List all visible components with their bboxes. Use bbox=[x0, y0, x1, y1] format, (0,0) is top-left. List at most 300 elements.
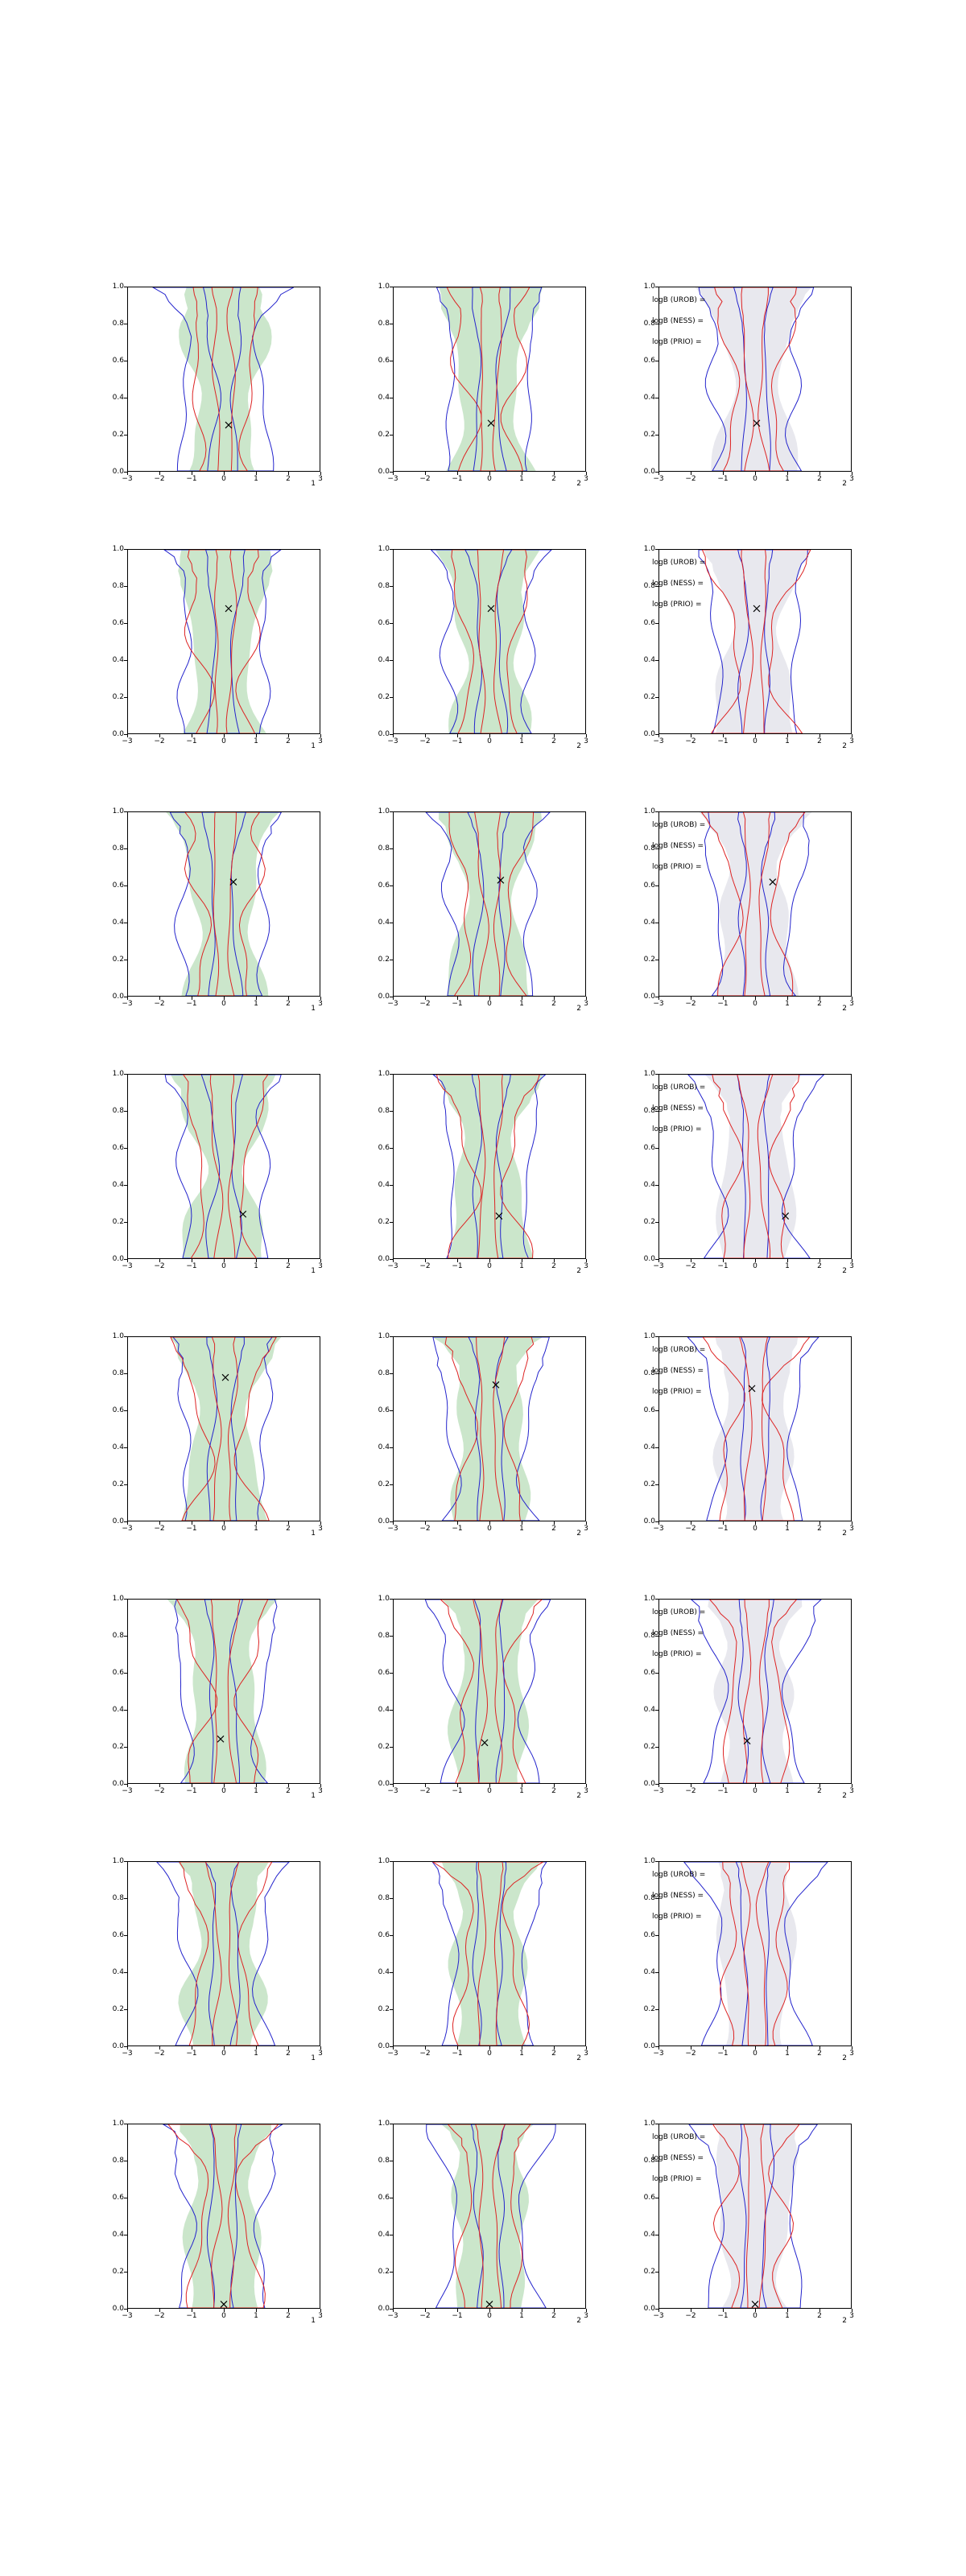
prio-filled-region bbox=[708, 1600, 802, 1783]
y-tick-label: 0.4 bbox=[643, 2231, 655, 2239]
y-tick-label: 0.8 bbox=[643, 582, 655, 590]
x-tick-label: 3 bbox=[849, 1525, 854, 1533]
x-tick-label: −2 bbox=[154, 1262, 165, 1270]
x-tick-label: 2 bbox=[286, 1262, 291, 1270]
x-tick-mark bbox=[489, 2046, 490, 2050]
y-tick-label: 1.0 bbox=[378, 283, 390, 291]
x-tick-label: −1 bbox=[452, 2312, 463, 2320]
x-tick-mark bbox=[393, 734, 394, 737]
subplot-panel[interactable] bbox=[354, 807, 596, 1024]
x-tick-label: 2 bbox=[286, 2050, 291, 2058]
legend-entry: logB (NESS) = bbox=[652, 2154, 704, 2162]
y-tick-mark bbox=[124, 660, 127, 661]
prio-filled-region bbox=[436, 550, 540, 733]
x-tick-mark bbox=[288, 2309, 289, 2312]
x-tick-label: 3 bbox=[584, 1262, 588, 1270]
x-tick-label: 1 bbox=[254, 1787, 258, 1795]
x-tick-label: 3 bbox=[318, 1262, 323, 1270]
x-tick-mark bbox=[457, 734, 458, 737]
x-tick-label: 3 bbox=[318, 1787, 323, 1795]
x-tick-label: 0 bbox=[753, 1262, 758, 1270]
y-tick-label: 0.8 bbox=[643, 1894, 655, 1902]
subplot-panel[interactable] bbox=[354, 1594, 596, 1811]
y-tick-label: 0.0 bbox=[643, 730, 655, 738]
x-tick-mark bbox=[723, 997, 724, 1000]
y-tick-label: 0.2 bbox=[112, 956, 124, 964]
y-tick-label: 0.2 bbox=[378, 956, 390, 964]
x-tick-mark bbox=[457, 1259, 458, 1262]
x-tick-mark bbox=[457, 997, 458, 1000]
x-tick-label: −1 bbox=[452, 475, 463, 483]
x-tick-label: 0 bbox=[221, 1525, 226, 1533]
plot-axes bbox=[127, 811, 320, 997]
x-tick-mark bbox=[554, 997, 555, 1000]
y-tick-label: 0.4 bbox=[378, 656, 390, 664]
subplot-row bbox=[89, 1594, 894, 1856]
x-tick-mark bbox=[554, 734, 555, 737]
x-tick-mark bbox=[755, 1784, 756, 1787]
x-tick-label: 2 bbox=[817, 1262, 822, 1270]
subplot-row bbox=[89, 1069, 894, 1331]
x-tick-label: 1 bbox=[254, 1525, 258, 1533]
y-tick-label: 1.0 bbox=[112, 2120, 124, 2128]
y-tick-label: 0.0 bbox=[112, 993, 124, 1001]
x-tick-mark bbox=[723, 2046, 724, 2050]
x-tick-label: 1 bbox=[254, 737, 258, 745]
x-tick-mark bbox=[819, 1521, 820, 1525]
x-tick-label: 2 bbox=[551, 1000, 556, 1008]
x-tick-mark bbox=[159, 997, 160, 1000]
y-tick-label: 0.0 bbox=[643, 1517, 655, 1525]
x-tick-mark bbox=[256, 1784, 257, 1787]
panel-corner-label: 2 bbox=[842, 1530, 847, 1538]
subplot-panel[interactable] bbox=[354, 1856, 596, 2074]
x-tick-label: 1 bbox=[785, 1262, 790, 1270]
y-tick-label: 0.6 bbox=[112, 881, 124, 890]
y-tick-mark bbox=[124, 2009, 127, 2010]
panel-corner-label: 1 bbox=[311, 1530, 316, 1538]
x-tick-mark bbox=[489, 2309, 490, 2312]
y-tick-mark bbox=[124, 811, 127, 812]
y-tick-mark bbox=[655, 1447, 658, 1448]
y-tick-label: 0.8 bbox=[112, 320, 124, 328]
y-tick-label: 0.0 bbox=[643, 468, 655, 476]
subplot-panel[interactable] bbox=[354, 1331, 596, 1549]
x-tick-label: 3 bbox=[849, 1787, 854, 1795]
panel-corner-label: 1 bbox=[311, 2054, 316, 2062]
x-tick-label: 1 bbox=[519, 1525, 524, 1533]
x-tick-mark bbox=[489, 1259, 490, 1262]
x-tick-mark bbox=[554, 1521, 555, 1525]
y-tick-label: 0.0 bbox=[378, 1517, 390, 1525]
x-tick-mark bbox=[723, 1521, 724, 1525]
subplot-panel[interactable] bbox=[354, 1069, 596, 1286]
panel-corner-label: 2 bbox=[576, 1005, 581, 1013]
y-tick-label: 0.8 bbox=[643, 1632, 655, 1640]
x-tick-mark bbox=[586, 1521, 587, 1525]
x-tick-mark bbox=[723, 2309, 724, 2312]
x-tick-mark bbox=[127, 734, 128, 737]
y-tick-mark bbox=[655, 1710, 658, 1711]
x-tick-label: 0 bbox=[221, 475, 226, 483]
y-tick-mark bbox=[390, 1935, 393, 1936]
subplot-row bbox=[89, 544, 894, 807]
plot-axes bbox=[127, 1074, 320, 1259]
y-tick-label: 0.2 bbox=[378, 693, 390, 701]
subplot-row bbox=[89, 1331, 894, 1594]
x-tick-label: −2 bbox=[419, 1787, 431, 1795]
y-tick-mark bbox=[655, 435, 658, 436]
x-tick-mark bbox=[457, 1784, 458, 1787]
x-tick-label: −1 bbox=[186, 2050, 197, 2058]
y-tick-label: 1.0 bbox=[643, 283, 655, 291]
x-tick-mark bbox=[586, 472, 587, 475]
x-tick-mark bbox=[320, 1784, 321, 1787]
x-tick-label: −1 bbox=[717, 2050, 729, 2058]
panel-corner-label: 2 bbox=[842, 2054, 847, 2062]
x-tick-mark bbox=[127, 1259, 128, 1262]
y-tick-label: 0.4 bbox=[378, 1706, 390, 1714]
x-tick-mark bbox=[787, 1784, 788, 1787]
y-tick-mark bbox=[655, 1336, 658, 1337]
x-tick-mark bbox=[457, 1521, 458, 1525]
x-tick-label: 0 bbox=[221, 2312, 226, 2320]
x-tick-label: −1 bbox=[452, 1262, 463, 1270]
x-tick-label: 0 bbox=[221, 1262, 226, 1270]
panel-corner-label: 1 bbox=[311, 1792, 316, 1800]
x-tick-label: 3 bbox=[584, 475, 588, 483]
panel-corner-label: 2 bbox=[842, 742, 847, 750]
panel-corner-label: 2 bbox=[842, 1792, 847, 1800]
x-tick-label: −2 bbox=[419, 475, 431, 483]
y-tick-label: 0.0 bbox=[643, 2042, 655, 2050]
y-tick-label: 0.0 bbox=[643, 1780, 655, 1788]
panel-corner-label: 2 bbox=[842, 1267, 847, 1275]
plot-axes bbox=[393, 1861, 586, 2046]
x-tick-label: 3 bbox=[849, 475, 854, 483]
y-tick-label: 0.4 bbox=[643, 656, 655, 664]
y-tick-label: 0.0 bbox=[643, 993, 655, 1001]
subplot-panel[interactable] bbox=[89, 544, 330, 762]
y-tick-label: 0.6 bbox=[378, 1144, 390, 1152]
prio-filled-region bbox=[705, 1075, 802, 1258]
y-tick-label: 0.8 bbox=[112, 1107, 124, 1115]
y-tick-mark bbox=[124, 697, 127, 698]
x-tick-label: 0 bbox=[221, 1000, 226, 1008]
plot-axes bbox=[127, 1861, 320, 2046]
x-tick-mark bbox=[489, 1784, 490, 1787]
subplot-panel[interactable] bbox=[89, 282, 330, 499]
y-tick-mark bbox=[390, 697, 393, 698]
x-tick-label: −2 bbox=[685, 475, 696, 483]
y-tick-mark bbox=[390, 1222, 393, 1223]
x-tick-mark bbox=[554, 2046, 555, 2050]
x-tick-label: −2 bbox=[154, 737, 165, 745]
y-tick-label: 0.6 bbox=[112, 357, 124, 365]
y-tick-mark bbox=[390, 1484, 393, 1485]
y-tick-label: 1.0 bbox=[643, 545, 655, 553]
x-tick-label: 1 bbox=[254, 2312, 258, 2320]
x-tick-label: 2 bbox=[286, 1525, 291, 1533]
x-tick-label: 3 bbox=[318, 2050, 323, 2058]
x-tick-label: 0 bbox=[753, 475, 758, 483]
x-tick-mark bbox=[320, 2046, 321, 2050]
panel-corner-label: 2 bbox=[576, 2317, 581, 2325]
y-tick-label: 0.0 bbox=[378, 1255, 390, 1263]
y-tick-label: 1.0 bbox=[643, 1857, 655, 1865]
x-tick-mark bbox=[425, 1259, 426, 1262]
x-tick-label: 2 bbox=[551, 737, 556, 745]
legend bbox=[652, 552, 705, 615]
y-tick-label: 0.2 bbox=[643, 431, 655, 439]
y-tick-mark bbox=[390, 1074, 393, 1075]
x-tick-mark bbox=[755, 1521, 756, 1525]
legend-entry: logB (PRIO) = bbox=[652, 1125, 702, 1133]
legend-entry: logB (NESS) = bbox=[652, 1367, 704, 1375]
x-tick-mark bbox=[159, 1784, 160, 1787]
subplot-panel[interactable] bbox=[354, 2119, 596, 2336]
x-tick-label: −2 bbox=[685, 1262, 696, 1270]
legend-entry: logB (NESS) = bbox=[652, 1629, 704, 1637]
y-tick-label: 1.0 bbox=[643, 1332, 655, 1340]
x-tick-label: 2 bbox=[817, 737, 822, 745]
x-tick-label: −3 bbox=[653, 737, 664, 745]
y-tick-label: 0.6 bbox=[378, 619, 390, 627]
legend-entry: logB (NESS) = bbox=[652, 842, 704, 850]
x-tick-mark bbox=[586, 1784, 587, 1787]
y-tick-mark bbox=[390, 1410, 393, 1411]
x-tick-mark bbox=[159, 1521, 160, 1525]
x-tick-mark bbox=[787, 2309, 788, 2312]
x-tick-mark bbox=[787, 734, 788, 737]
y-tick-mark bbox=[655, 811, 658, 812]
x-tick-mark bbox=[224, 734, 225, 737]
x-tick-label: 3 bbox=[318, 475, 323, 483]
y-tick-label: 0.6 bbox=[643, 1669, 655, 1677]
plot-axes bbox=[393, 1336, 586, 1521]
y-tick-label: 0.2 bbox=[378, 2005, 390, 2013]
y-tick-label: 0.6 bbox=[378, 881, 390, 890]
x-tick-label: −1 bbox=[186, 737, 197, 745]
x-tick-label: −3 bbox=[653, 1000, 664, 1008]
x-tick-mark bbox=[288, 2046, 289, 2050]
x-tick-label: 0 bbox=[487, 2312, 492, 2320]
y-tick-label: 0.8 bbox=[112, 1632, 124, 1640]
panel-corner-label: 2 bbox=[842, 1005, 847, 1013]
x-tick-label: −1 bbox=[452, 1787, 463, 1795]
x-tick-label: −3 bbox=[653, 2050, 664, 2058]
x-tick-label: 3 bbox=[849, 2312, 854, 2320]
x-tick-label: −3 bbox=[387, 1262, 398, 1270]
y-tick-mark bbox=[655, 1148, 658, 1149]
y-tick-label: 0.4 bbox=[643, 394, 655, 402]
legend-entry: logB (UROB) = bbox=[652, 1608, 706, 1616]
y-tick-label: 0.4 bbox=[378, 394, 390, 402]
x-tick-label: 1 bbox=[785, 1000, 790, 1008]
y-tick-mark bbox=[655, 549, 658, 550]
prio-filled-region bbox=[700, 812, 812, 996]
y-tick-label: 0.4 bbox=[378, 1181, 390, 1189]
x-tick-label: 0 bbox=[487, 475, 492, 483]
x-tick-label: 0 bbox=[487, 737, 492, 745]
y-tick-mark bbox=[390, 848, 393, 849]
x-tick-mark bbox=[159, 472, 160, 475]
subplot-panel[interactable] bbox=[354, 544, 596, 762]
x-tick-label: 3 bbox=[849, 737, 854, 745]
y-tick-label: 0.6 bbox=[643, 1931, 655, 1939]
x-tick-label: −3 bbox=[387, 1000, 398, 1008]
y-tick-mark bbox=[124, 1111, 127, 1112]
prio-filled-region bbox=[442, 1600, 538, 1783]
x-tick-mark bbox=[159, 2309, 160, 2312]
x-tick-mark bbox=[425, 2046, 426, 2050]
legend-entry: logB (PRIO) = bbox=[652, 1913, 702, 1921]
y-tick-label: 0.2 bbox=[378, 1743, 390, 1751]
y-tick-label: 0.8 bbox=[112, 2157, 124, 2165]
x-tick-mark bbox=[393, 1259, 394, 1262]
subplot-panel[interactable] bbox=[354, 282, 596, 499]
x-tick-label: 1 bbox=[519, 1787, 524, 1795]
y-tick-mark bbox=[390, 2009, 393, 2010]
x-tick-mark bbox=[755, 2046, 756, 2050]
x-tick-label: 1 bbox=[785, 1787, 790, 1795]
x-tick-label: −1 bbox=[717, 1787, 729, 1795]
y-tick-mark bbox=[655, 623, 658, 624]
x-tick-mark bbox=[288, 734, 289, 737]
prio-filled-region bbox=[716, 1862, 797, 2046]
y-tick-label: 0.8 bbox=[378, 2157, 390, 2165]
y-tick-label: 1.0 bbox=[378, 1070, 390, 1078]
plot-axes bbox=[393, 811, 586, 997]
y-tick-label: 0.8 bbox=[112, 1894, 124, 1902]
x-tick-mark bbox=[819, 2046, 820, 2050]
subplot-panel[interactable] bbox=[89, 807, 330, 1024]
x-tick-label: 0 bbox=[487, 1262, 492, 1270]
y-tick-mark bbox=[124, 1185, 127, 1186]
y-tick-label: 0.6 bbox=[112, 619, 124, 627]
y-tick-label: 0.8 bbox=[112, 844, 124, 852]
y-tick-mark bbox=[124, 1747, 127, 1748]
x-tick-label: 2 bbox=[817, 2312, 822, 2320]
x-tick-mark bbox=[393, 472, 394, 475]
subplot-row bbox=[89, 1856, 894, 2119]
prio-filled-region bbox=[439, 812, 542, 996]
y-tick-label: 0.6 bbox=[378, 1406, 390, 1414]
x-tick-label: −2 bbox=[685, 2312, 696, 2320]
x-tick-mark bbox=[127, 1784, 128, 1787]
legend bbox=[652, 1602, 705, 1665]
x-tick-label: 1 bbox=[785, 2312, 790, 2320]
y-tick-label: 1.0 bbox=[112, 1070, 124, 1078]
y-tick-mark bbox=[124, 549, 127, 550]
y-tick-label: 0.2 bbox=[643, 693, 655, 701]
prio-filled-region bbox=[166, 812, 279, 996]
x-tick-mark bbox=[159, 1259, 160, 1262]
x-tick-label: 2 bbox=[286, 475, 291, 483]
x-tick-label: 1 bbox=[254, 1262, 258, 1270]
x-tick-mark bbox=[658, 1784, 659, 1787]
x-tick-mark bbox=[489, 997, 490, 1000]
x-tick-label: 1 bbox=[519, 475, 524, 483]
x-tick-mark bbox=[819, 734, 820, 737]
x-tick-label: −1 bbox=[452, 737, 463, 745]
y-tick-label: 0.8 bbox=[378, 1369, 390, 1377]
legend bbox=[652, 1340, 705, 1402]
legend bbox=[652, 2127, 705, 2190]
x-tick-mark bbox=[224, 997, 225, 1000]
x-tick-mark bbox=[320, 997, 321, 1000]
y-tick-label: 0.6 bbox=[378, 1669, 390, 1677]
subplot-panel[interactable] bbox=[89, 1594, 330, 1811]
prio-filled-region bbox=[695, 287, 811, 471]
x-tick-mark bbox=[425, 734, 426, 737]
subplot-panel[interactable] bbox=[89, 1331, 330, 1549]
x-tick-label: −3 bbox=[653, 1787, 664, 1795]
y-tick-label: 0.4 bbox=[112, 1968, 124, 1976]
x-tick-mark bbox=[256, 1521, 257, 1525]
subplot-panel[interactable] bbox=[89, 2119, 330, 2336]
y-tick-mark bbox=[390, 435, 393, 436]
y-tick-label: 1.0 bbox=[378, 807, 390, 815]
plot-axes bbox=[127, 1336, 320, 1521]
x-tick-label: −3 bbox=[122, 1262, 133, 1270]
x-tick-label: 1 bbox=[519, 2050, 524, 2058]
subplot-grid bbox=[89, 282, 894, 2383]
legend-entry: logB (NESS) = bbox=[652, 1104, 704, 1113]
x-tick-label: 1 bbox=[785, 1525, 790, 1533]
plot-axes bbox=[393, 1599, 586, 1784]
y-tick-mark bbox=[655, 1484, 658, 1485]
y-tick-mark bbox=[390, 1373, 393, 1374]
y-tick-label: 0.0 bbox=[112, 2305, 124, 2313]
legend-entry: logB (UROB) = bbox=[652, 559, 706, 567]
prio-filled-region bbox=[442, 1862, 539, 2046]
y-tick-mark bbox=[124, 1673, 127, 1674]
y-tick-label: 0.0 bbox=[112, 1255, 124, 1263]
x-tick-label: −3 bbox=[122, 1000, 133, 1008]
x-tick-label: 1 bbox=[519, 737, 524, 745]
x-tick-label: 0 bbox=[487, 1000, 492, 1008]
x-tick-mark bbox=[755, 997, 756, 1000]
plot-axes bbox=[127, 549, 320, 734]
panel-corner-label: 1 bbox=[311, 480, 316, 488]
y-tick-label: 0.8 bbox=[378, 582, 390, 590]
x-tick-mark bbox=[288, 1259, 289, 1262]
y-tick-label: 1.0 bbox=[112, 1857, 124, 1865]
legend-entry: logB (PRIO) = bbox=[652, 1650, 702, 1658]
x-tick-mark bbox=[393, 997, 394, 1000]
x-tick-mark bbox=[288, 472, 289, 475]
x-tick-label: −1 bbox=[186, 475, 197, 483]
x-tick-mark bbox=[127, 2309, 128, 2312]
x-tick-label: 1 bbox=[254, 475, 258, 483]
subplot-panel[interactable] bbox=[89, 1856, 330, 2074]
x-tick-mark bbox=[723, 1784, 724, 1787]
y-tick-mark bbox=[655, 2272, 658, 2273]
panel-corner-label: 1 bbox=[311, 1005, 316, 1013]
y-tick-label: 0.8 bbox=[378, 1894, 390, 1902]
y-tick-label: 0.0 bbox=[378, 993, 390, 1001]
legend-entry: logB (PRIO) = bbox=[652, 863, 702, 871]
y-tick-label: 0.0 bbox=[112, 730, 124, 738]
x-tick-label: −3 bbox=[122, 1525, 133, 1533]
y-tick-label: 1.0 bbox=[112, 283, 124, 291]
y-tick-label: 0.6 bbox=[643, 2194, 655, 2202]
y-tick-label: 0.8 bbox=[378, 844, 390, 852]
subplot-panel[interactable] bbox=[89, 1069, 330, 1286]
x-tick-mark bbox=[755, 1259, 756, 1262]
legend-entry: logB (UROB) = bbox=[652, 1346, 706, 1354]
